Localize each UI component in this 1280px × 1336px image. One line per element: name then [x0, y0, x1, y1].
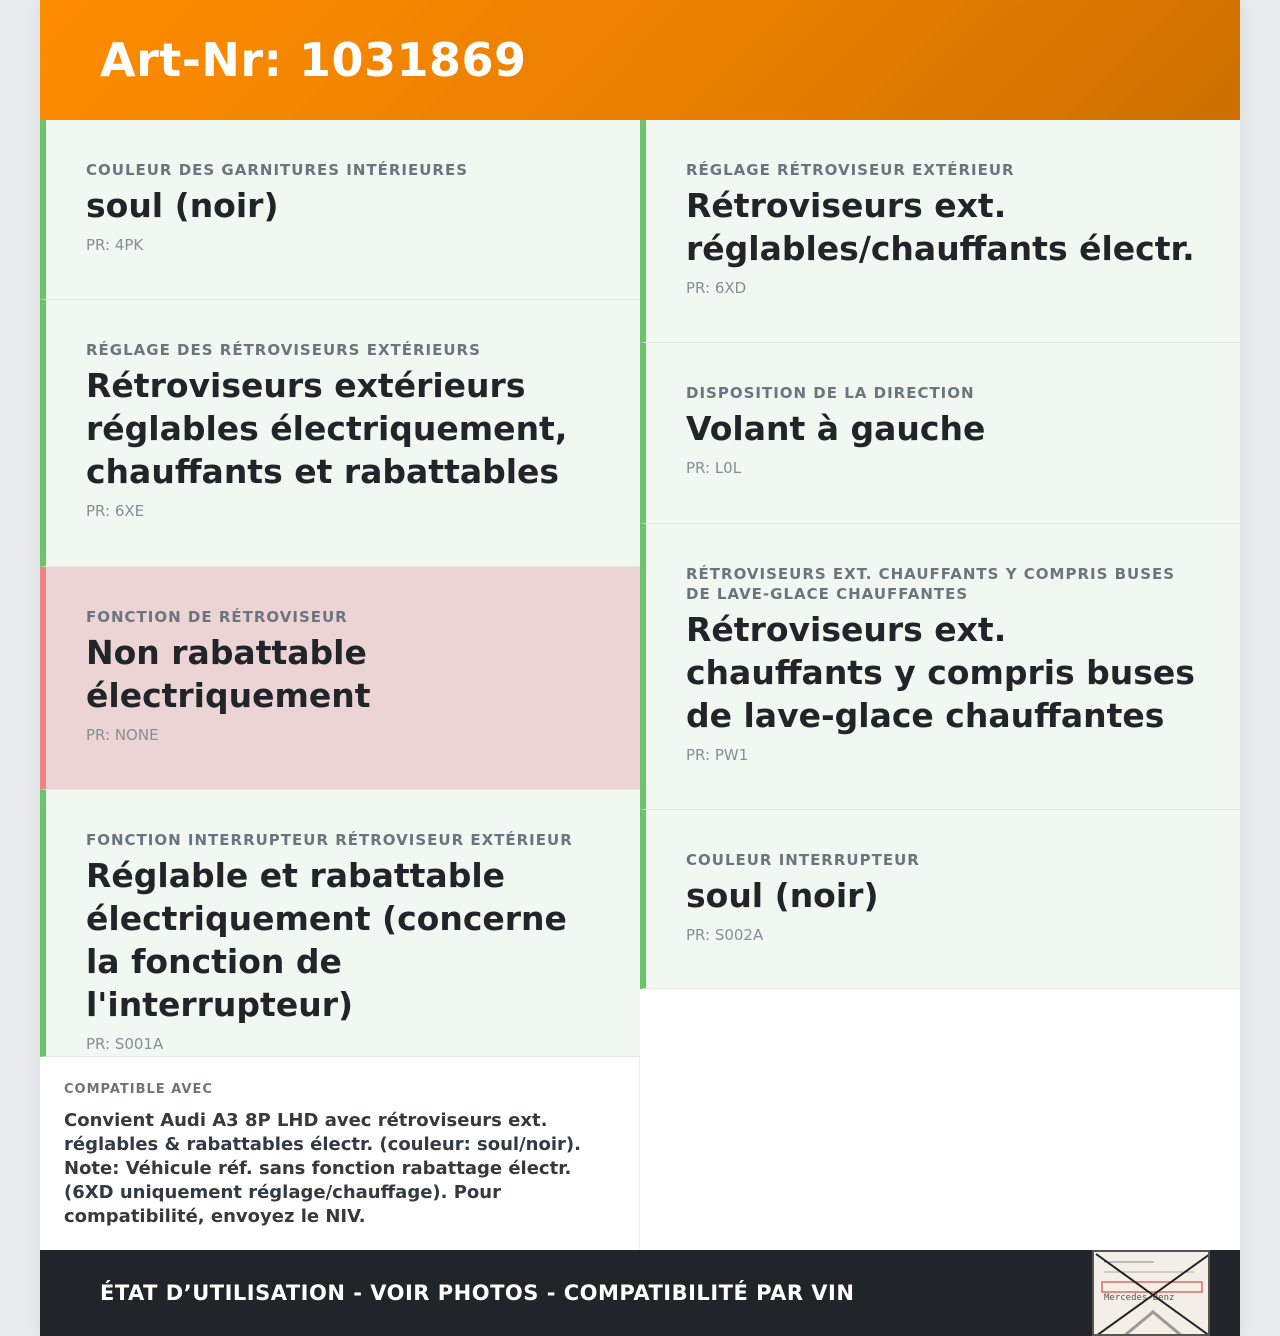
pr-code: PR: 6XD: [686, 279, 747, 297]
part-photo-thumbnail[interactable]: [1092, 1250, 1210, 1336]
spec-card-mirror-switch-function: [40, 790, 640, 1057]
pr-code: PR: S002A: [686, 926, 764, 944]
compatibility-section: [40, 1057, 640, 1250]
pr-code: PR: 6XE: [86, 502, 145, 520]
spec-value: Non rabattable électriquement: [86, 633, 371, 715]
thumbnail-label-text: Mercedes-Benz: [1104, 1293, 1175, 1303]
compatibility-label: COMPATIBLE AVEC: [64, 1082, 213, 1097]
spec-value: Rétroviseurs extérieurs réglables électriquement, chauffants et rabattables: [86, 366, 568, 491]
spec-label: FONCTION INTERRUPTEUR RÉTROVISEUR EXTÉRIEUR: [86, 831, 573, 849]
footer-banner: [40, 1250, 1240, 1336]
spec-value: soul (noir): [86, 186, 279, 225]
spec-value: Volant à gauche: [686, 409, 986, 448]
spec-label: FONCTION DE RÉTROVISEUR: [86, 608, 348, 626]
spec-label: RÉTROVISEURS EXT. CHAUFFANTS Y COMPRIS BUSES DE LAVE-GLACE CHAUFFANTES: [686, 565, 1176, 603]
spec-label: COULEUR INTERRUPTEUR: [686, 851, 920, 869]
spec-card-heated-mirrors-washer: [640, 524, 1240, 810]
pr-code: PR: L0L: [686, 459, 742, 477]
footer-text: ÉTAT D’UTILISATION - VOIR PHOTOS - COMPATIBILITÉ PAR VIN: [100, 1281, 855, 1305]
spec-value: Rétroviseurs ext. chauffants y compris buses de lave-glace chauffantes: [686, 610, 1195, 735]
spec-value: soul (noir): [686, 876, 879, 915]
spec-value: Rétroviseurs ext. réglables/chauffants électr.: [686, 186, 1195, 268]
spec-card-exterior-mirror-adjustment: [640, 120, 1240, 343]
compatibility-text: Convient Audi A3 8P LHD avec rétroviseurs ext. réglables & rabattables électr. (couleur: soul/noir). Note: Véhicule réf. sans fonction rabattage électr. (6XD uniquement réglage/chauffage). Pour compatibilité, envoyez le NIV.: [64, 1110, 581, 1227]
product-sheet: [40, 0, 1240, 1336]
spec-label: RÉGLAGE DES RÉTROVISEURS EXTÉRIEURS: [86, 341, 481, 359]
pr-code: PR: 4PK: [86, 236, 144, 254]
article-number-title: Art-Nr: 1031869: [100, 33, 527, 87]
header: [40, 0, 1240, 120]
spec-label: COULEUR DES GARNITURES INTÉRIEURES: [86, 161, 469, 179]
spec-card-steering-layout: [640, 343, 1240, 524]
spec-label: RÉGLAGE RÉTROVISEUR EXTÉRIEUR: [686, 161, 1015, 179]
envelope-label-image: [1094, 1252, 1210, 1336]
spec-card-mirror-adjustment: [40, 300, 640, 567]
spec-card-interior-trim-color: [40, 120, 640, 300]
spec-card-switch-color: [640, 810, 1240, 989]
spec-label: DISPOSITION DE LA DIRECTION: [686, 384, 975, 402]
pr-code: PR: PW1: [686, 746, 749, 764]
spec-card-mirror-function-mismatch: [40, 567, 640, 790]
pr-code: PR: S001A: [86, 1035, 164, 1053]
spec-value: Réglable et rabattable électriquement (concerne la fonction de l'interrupteur): [86, 856, 567, 1024]
pr-code: PR: NONE: [86, 726, 159, 744]
